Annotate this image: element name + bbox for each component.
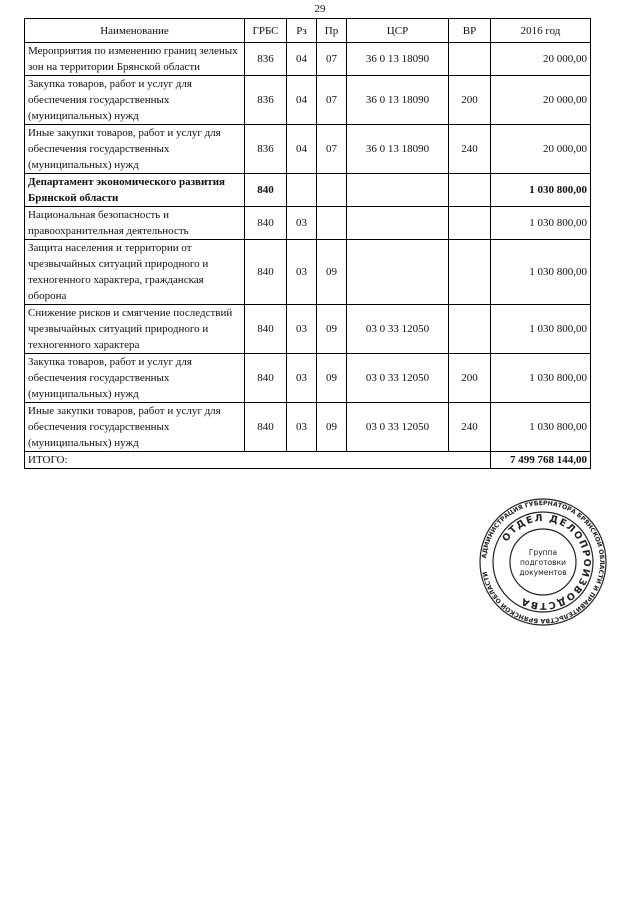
table-row	[25, 207, 591, 240]
row-grbs: 840	[245, 207, 287, 240]
row-pr: 09	[317, 240, 347, 305]
row-rz: 03	[287, 403, 317, 452]
budget-table	[24, 18, 591, 469]
row-grbs: 836	[245, 43, 287, 76]
row-pr: 09	[317, 354, 347, 403]
row-amount: 1 030 800,00	[491, 354, 591, 403]
stamp-middle-ring-text: ОТДЕЛ ДЕЛОПРОИЗВОДСТВА	[500, 512, 593, 612]
stamp-outer-ring-text: АДМИНИСТРАЦИЯ ГУБЕРНАТОРА БРЯНСКОЙ ОБЛАСТИ И ПРАВИТЕЛЬСТВА БРЯНСКОЙ ОБЛАСТИ	[481, 499, 606, 625]
row-csr: 36 0 13 18090	[347, 43, 449, 76]
total-label: ИТОГО:	[25, 452, 491, 469]
table-row	[25, 240, 591, 305]
table-row	[25, 403, 591, 452]
header-grbs: ГРБС	[245, 19, 287, 43]
row-grbs: 840	[245, 174, 287, 207]
row-name: Защита населения и территории от чрезвычайных ситуаций природного и техногенного характера, гражданская оборона	[25, 240, 245, 305]
row-pr: 07	[317, 76, 347, 125]
row-name: Снижение рисков и смягчение последствий чрезвычайных ситуаций природного и техногенного характера	[25, 305, 245, 354]
stamp-center-line-3: документов	[519, 568, 567, 577]
row-vr	[449, 207, 491, 240]
row-amount: 1 030 800,00	[491, 207, 591, 240]
total-amount: 7 499 768 144,00	[491, 452, 591, 469]
row-amount: 1 030 800,00	[491, 240, 591, 305]
header-name: Наименование	[25, 19, 245, 43]
table-row	[25, 43, 591, 76]
row-rz: 04	[287, 125, 317, 174]
total-row	[25, 452, 591, 469]
table-header-row	[25, 19, 591, 43]
row-amount: 1 030 800,00	[491, 174, 591, 207]
row-name: Департамент экономического развития Брянской области	[25, 174, 245, 207]
header-year: 2016 год	[491, 19, 591, 43]
row-rz: 04	[287, 76, 317, 125]
row-pr: 09	[317, 305, 347, 354]
row-amount: 1 030 800,00	[491, 305, 591, 354]
header-vr: ВР	[449, 19, 491, 43]
stamp-center-text	[519, 548, 566, 577]
row-vr: 240	[449, 125, 491, 174]
row-rz: 03	[287, 207, 317, 240]
row-csr	[347, 207, 449, 240]
header-rz: Рз	[287, 19, 317, 43]
row-vr	[449, 240, 491, 305]
row-grbs: 840	[245, 305, 287, 354]
row-rz: 04	[287, 43, 317, 76]
row-csr: 03 0 33 12050	[347, 403, 449, 452]
row-rz: 03	[287, 354, 317, 403]
row-pr	[317, 174, 347, 207]
office-stamp	[478, 497, 608, 627]
row-csr	[347, 240, 449, 305]
stamp-center-line-2: подготовки	[520, 558, 566, 567]
row-vr: 200	[449, 76, 491, 125]
table-row	[25, 125, 591, 174]
row-amount: 1 030 800,00	[491, 403, 591, 452]
row-amount: 20 000,00	[491, 125, 591, 174]
table-row	[25, 354, 591, 403]
row-grbs: 840	[245, 354, 287, 403]
row-vr	[449, 174, 491, 207]
row-vr	[449, 305, 491, 354]
row-rz: 03	[287, 305, 317, 354]
header-csr: ЦСР	[347, 19, 449, 43]
row-pr	[317, 207, 347, 240]
row-name: Мероприятия по изменению границ зеленых зон на территории Брянской области	[25, 43, 245, 76]
stamp-center-line-1: Группа	[528, 548, 558, 557]
row-grbs: 840	[245, 240, 287, 305]
row-name: Закупка товаров, работ и услуг для обеспечения государственных (муниципальных) нужд	[25, 354, 245, 403]
row-csr	[347, 174, 449, 207]
header-pr: Пр	[317, 19, 347, 43]
row-name: Иные закупки товаров, работ и услуг для обеспечения государственных (муниципальных) нужд	[25, 403, 245, 452]
row-rz	[287, 174, 317, 207]
row-vr	[449, 43, 491, 76]
row-pr: 07	[317, 43, 347, 76]
row-rz: 03	[287, 240, 317, 305]
row-amount: 20 000,00	[491, 43, 591, 76]
row-amount: 20 000,00	[491, 76, 591, 125]
row-pr: 07	[317, 125, 347, 174]
row-grbs: 836	[245, 76, 287, 125]
row-vr: 240	[449, 403, 491, 452]
row-name: Национальная безопасность и правоохранительная деятельность	[25, 207, 245, 240]
row-pr: 09	[317, 403, 347, 452]
row-csr: 03 0 33 12050	[347, 354, 449, 403]
row-csr: 03 0 33 12050	[347, 305, 449, 354]
row-csr: 36 0 13 18090	[347, 125, 449, 174]
row-name: Иные закупки товаров, работ и услуг для обеспечения государственных (муниципальных) нужд	[25, 125, 245, 174]
table-row	[25, 305, 591, 354]
page-number: 29	[314, 3, 326, 15]
row-grbs: 836	[245, 125, 287, 174]
row-name: Закупка товаров, работ и услуг для обеспечения государственных (муниципальных) нужд	[25, 76, 245, 125]
table-row	[25, 174, 591, 207]
row-vr: 200	[449, 354, 491, 403]
row-csr: 36 0 13 18090	[347, 76, 449, 125]
table-row	[25, 76, 591, 125]
row-grbs: 840	[245, 403, 287, 452]
